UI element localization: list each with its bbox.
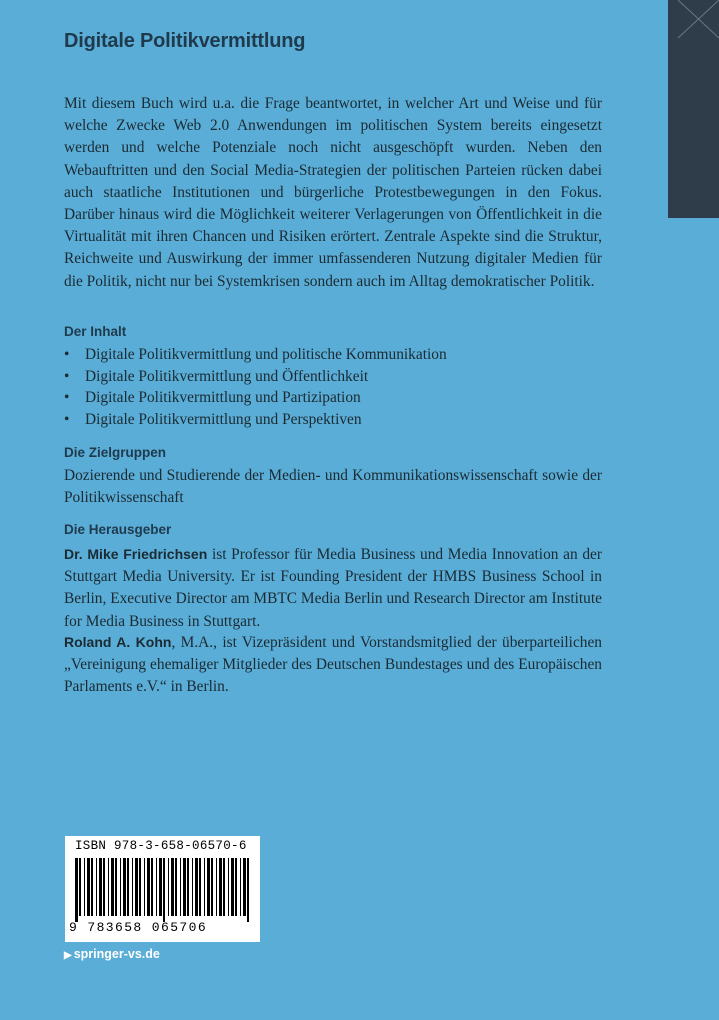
contents-list: [64, 344, 447, 430]
barcode-bars: [75, 858, 251, 922]
isbn-barcode: [65, 836, 260, 942]
publisher-url: springer-vs.de: [73, 947, 160, 961]
arrow-right-icon: ▶: [64, 950, 72, 961]
bullet-icon: •: [64, 346, 70, 363]
list-item: • Digitale Politikvermittlung und Öffentlichkeit: [64, 366, 447, 388]
editor1-bio: Dr. Mike Friedrichsen ist Professor für Media Business und Media Innovation an der Stuttgart Media University. Er ist Founding President der HMBS Business School in Berlin, Executive Director am MBTC Media Berlin und Research Director am Institute for Media Business in Stuttgart.: [64, 546, 603, 630]
isbn-text: ISBN 978-3-658-06570-6: [75, 839, 247, 853]
book-title: Digitale Politikvermittlung: [64, 30, 306, 52]
contents-heading: Der Inhalt: [64, 324, 127, 339]
list-item: • Digitale Politikvermittlung und Perspektiven: [64, 409, 447, 431]
bullet-icon: •: [64, 367, 70, 385]
list-item: • Digitale Politikvermittlung und politische Kommunikation: [64, 344, 447, 366]
editor2-bio: Roland A. Kohn, M.A., ist Vizepräsident und Vorstandsmitglied der überparteilichen „Vereinigung ehemaliger Mitglieder des Deutschen Bundestages und des Europäischen Parlaments e.V.“ in Berlin.: [64, 634, 602, 696]
list-item: • Digitale Politikvermittlung und Partizipation: [64, 387, 447, 409]
audience-heading: Die Zielgruppen: [64, 445, 167, 460]
ean-digits: 9 783658 065706: [69, 920, 208, 935]
corner-panel: [668, 0, 719, 218]
editor1-name: Dr. Mike Friedrichsen: [64, 546, 208, 562]
publisher-link[interactable]: [64, 947, 160, 961]
editor2-name: Roland A. Kohn: [64, 634, 172, 650]
bullet-icon: •: [64, 389, 70, 406]
intro-paragraph: Mit diesem Buch wird u.a. die Frage beantwortet, in welcher Art und Weise und für welche Zwecke Web 2.0 Anwendungen im politischen System bereits eingesetzt werden und welche Potenziale noch nicht ausgeschöpft wurden. Neben den Webauftritten und den Social Media-Strategien der politischen Parteien rücken dabei auch staatliche Institutionen und bürgerliche Protestbewegungen in den Fokus. Darüber hinaus wird die Möglichkeit weiterer Verlagerungen von Öffentlichkeit in die Virtualität mit ihren Chancen und Risiken erörtert. Zentrale Aspekte sind die Struktur, Reichweite und Auswirkung der immer umfassenderen Nutzung digitaler Medien für die Politik, nicht nur bei Systemkrisen sondern auch im Alltag demokratischer Politik.: [64, 95, 602, 290]
corner-cross-icon: [668, 0, 719, 218]
bullet-icon: •: [64, 410, 70, 428]
editors-heading: Die Herausgeber: [64, 522, 172, 537]
audience-text: Dozierende und Studierende der Medien- und Kommunikationswissenschaft sowie der Politikwissenschaft: [64, 467, 602, 507]
